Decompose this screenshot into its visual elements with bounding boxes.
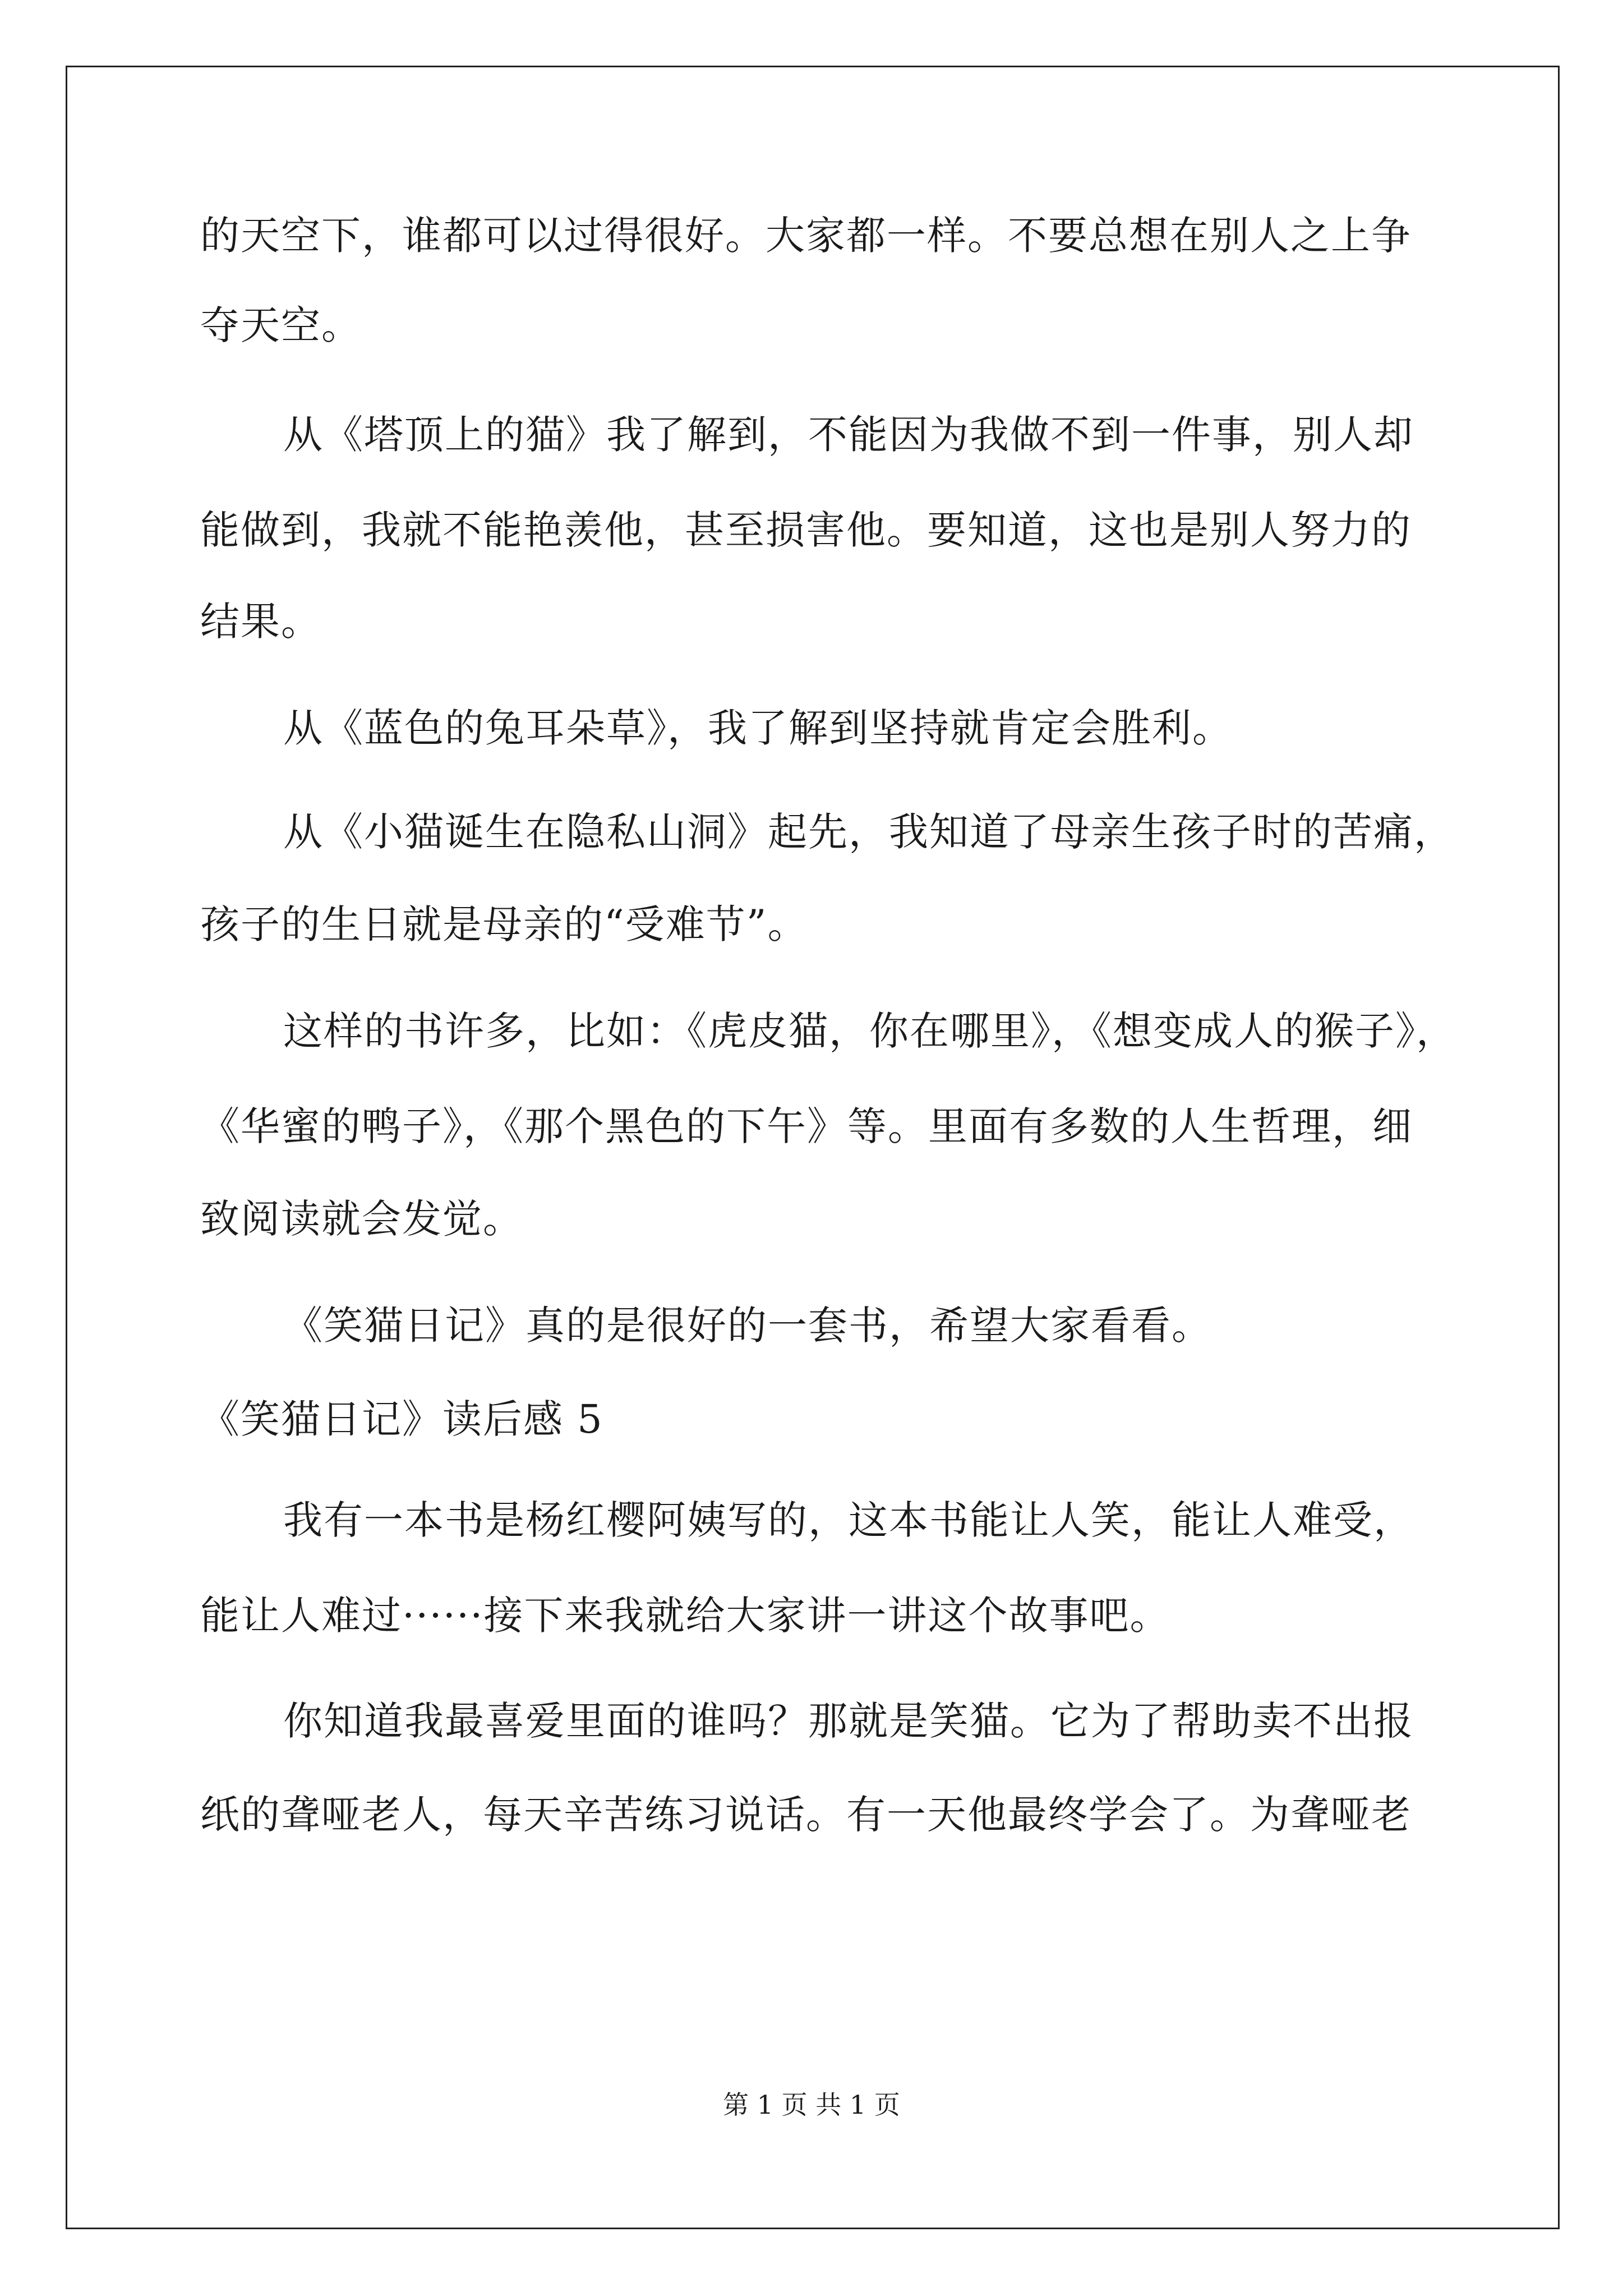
paragraph-line: 能让人难过······接下来我就给大家讲一讲这个故事吧。 [200,1593,1170,1639]
page-number-footer: 第 1 页 共 1 页 [723,2090,900,2120]
section-heading: 《笑猫日记》读后感 5 [200,1396,603,1442]
paragraph-line: 夺天空。 [200,302,362,348]
paragraph-line: 从《小猫诞生在隐私山洞》起先，我知道了母亲生孩子时的苦痛， [283,809,1454,855]
paragraph-line: 从《蓝色的兔耳朵草》，我了解到坚持就肯定会胜利。 [283,705,1233,751]
paragraph-line: 这样的书许多，比如：《虎皮猫，你在哪里》，《想变成人的猴子》， [283,1008,1456,1054]
paragraph-line: 《华蜜的鸭子》，《那个黑色的下午》等。里面有多数的人生哲理，细 [200,1103,1413,1149]
paragraph-line: 孩子的生日就是母亲的“受难节”。 [200,901,808,947]
paragraph-line: 从《塔顶上的猫》我了解到，不能因为我做不到一件事，别人却 [283,412,1414,458]
paragraph-line: 结果。 [200,599,321,645]
paragraph-line: 能做到，我就不能艳羡他，甚至损害他。要知道，这也是别人努力的 [200,507,1412,553]
paragraph-line: 纸的聋哑老人，每天辛苦练习说话。有一天他最终学会了。为聋哑老 [200,1792,1412,1838]
paragraph-line: 你知道我最喜爱里面的谁吗？那就是笑猫。它为了帮助卖不出报 [283,1698,1414,1744]
paragraph-line: 我有一本书是杨红樱阿姨写的，这本书能让人笑，能让人难受， [283,1497,1414,1543]
paragraph-line: 致阅读就会发觉。 [200,1196,523,1242]
paragraph-line: 《笑猫日记》真的是很好的一套书，希望大家看看。 [283,1303,1212,1349]
paragraph-line: 的天空下，谁都可以过得很好。大家都一样。不要总想在别人之上争 [200,213,1412,259]
